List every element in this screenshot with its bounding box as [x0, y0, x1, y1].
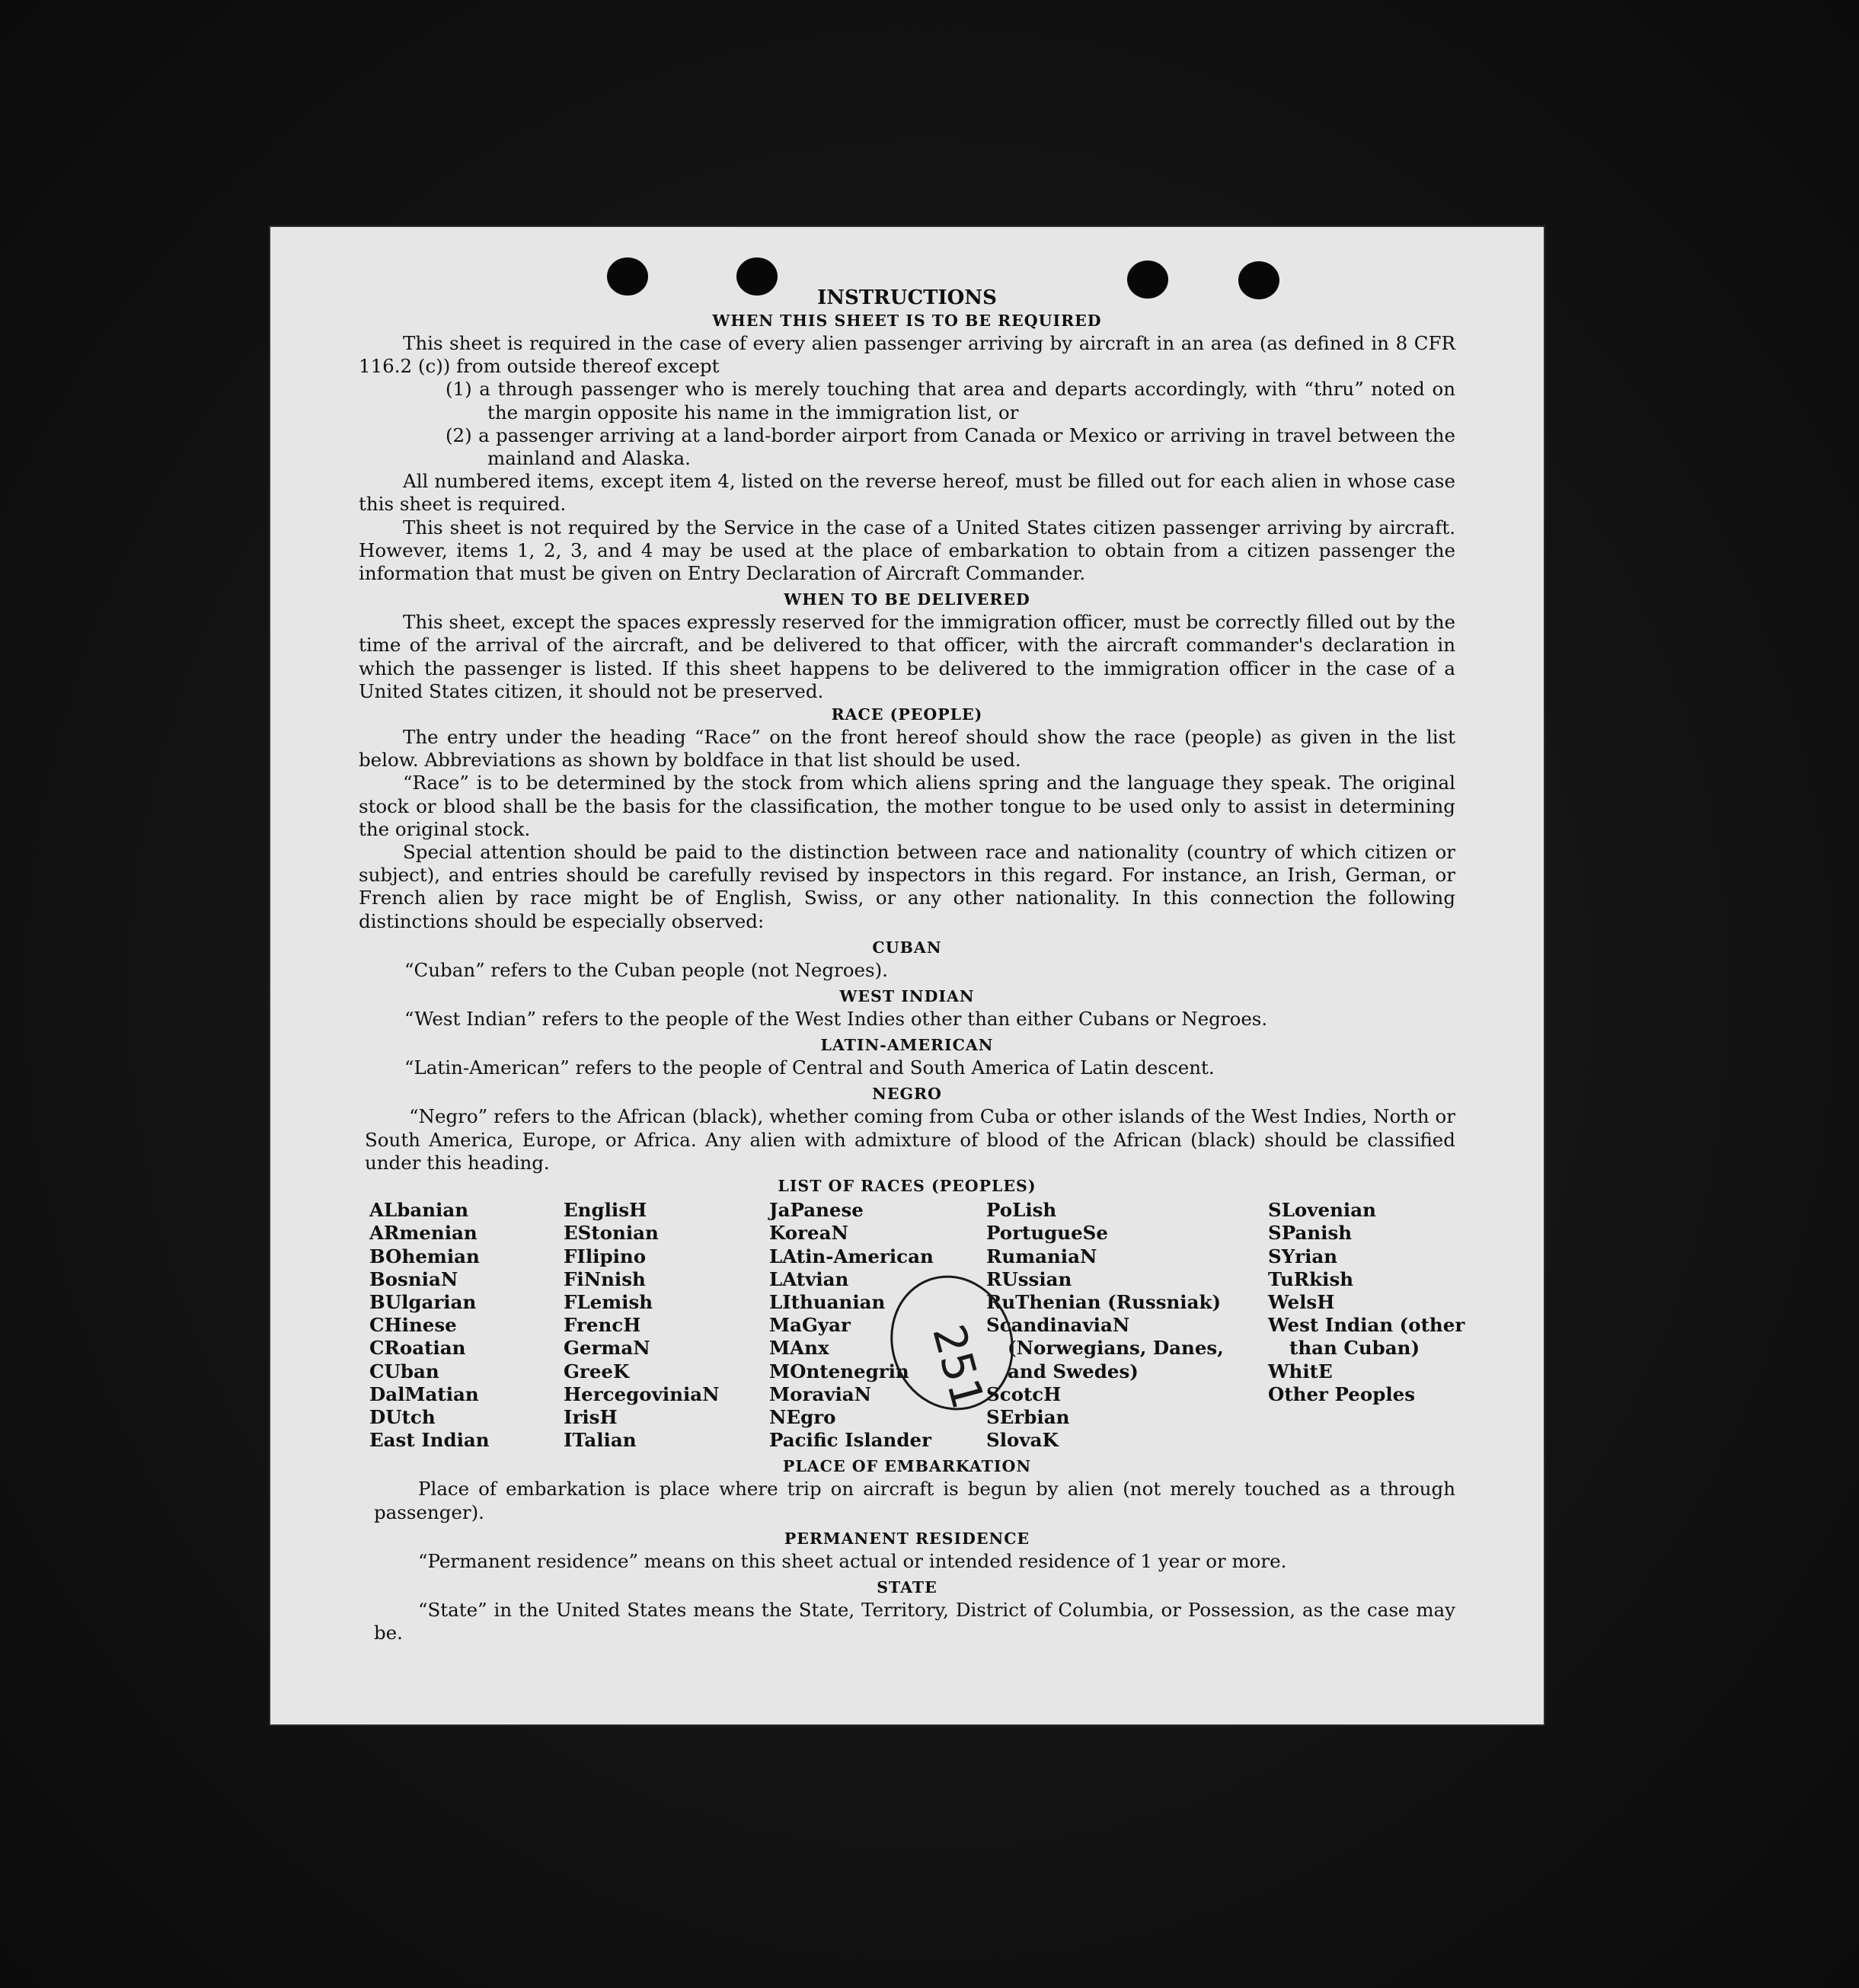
race-paragraph-3: Special attention should be paid to the distinction between race and nationality (country of which citizen or subject), and entries should be carefully revised by inspectors in this regard. For instance, an Irish, German, or French alien by race might be of English, Swiss, or any other nationality. In this connection the following distinctions should be especially observed: — [359, 841, 1455, 932]
race-entry: BOhemian — [369, 1245, 480, 1267]
section-heading-delivered: WHEN TO BE DELIVERED — [784, 590, 1030, 609]
race-entry: LIthuanian — [769, 1290, 886, 1313]
document-sheet — [270, 227, 1544, 1724]
race-entry: EnglisH — [564, 1199, 647, 1222]
section-heading-state: STATE — [877, 1577, 937, 1596]
section-heading-negro: NEGRO — [872, 1085, 942, 1104]
race-entry: East Indian — [369, 1429, 490, 1452]
race-entry: RuThenian (Russniak) — [986, 1290, 1222, 1313]
citizen-note: This sheet is not required by the Service in the case of a United States citizen passenger arriving by aircraft. However, items 1, 2, 3, and 4 may be used at the place of embarkation to obtain from a citizen passenger the information that must be given on Entry Declaration of Aircraft Commander. — [359, 516, 1455, 585]
negro-definition: “Negro” refers to the African (black), whether coming from Cuba or other islands of the West Indies, North or South America, Europe, or Africa. Any alien with admixture of blood of the African (black) should be classified under this heading. — [365, 1105, 1455, 1174]
race-entry: SErbian — [986, 1405, 1070, 1428]
latin-american-definition: “Latin-American” refers to the people of Central and South America of Latin descent. — [404, 1056, 1215, 1079]
race-entry: DUtch — [369, 1405, 436, 1428]
race-entry: ITalian — [564, 1429, 637, 1452]
delivered-text: This sheet, except the spaces expressly reserved for the immigration officer, must be correctly filled out by the time of the arrival of the aircraft, and be delivered to that officer, with the aircraft commander's declaration in which the passenger is listed. If this sheet happens to be delivered to the immigration officer in the case of a United States citizen, it should not be preserved. — [359, 611, 1455, 702]
race-entry: FiNnish — [564, 1267, 646, 1290]
race-entry: KoreaN — [769, 1222, 848, 1245]
race-entry: LAtvian — [769, 1267, 849, 1290]
race-entry: FrencH — [564, 1314, 641, 1337]
instructions-content — [359, 286, 1465, 1644]
state-block — [374, 1599, 1455, 1644]
west-indian-definition: “West Indian” refers to the people of the West Indies other than either Cubans or Negroes. — [404, 1008, 1268, 1031]
section-heading-latin-american: LATIN-AMERICAN — [820, 1036, 994, 1055]
race-entry: SLovenian — [1268, 1199, 1376, 1222]
race-entry: SlovaK — [986, 1429, 1059, 1452]
race-entry: ScandinaviaN (Norwegians, Danes, and Swedes) — [986, 1314, 1224, 1382]
race-paragraph-1: The entry under the heading “Race” on the front hereof should show the race (people) as given in the list below. Abbreviations as shown by boldface in that list should be used. — [359, 726, 1455, 772]
permanent-residence-definition: “Permanent residence” means on this sheet actual or intended residence of 1 year or more. — [418, 1549, 1287, 1572]
race-entry: MAnx — [769, 1337, 829, 1360]
section-heading-races-list: LIST OF RACES (PEOPLES) — [778, 1177, 1037, 1196]
permanent-residence-block — [374, 1550, 1455, 1573]
embarkation-block — [374, 1478, 1455, 1523]
section-heading-cuban: CUBAN — [872, 938, 942, 957]
state-definition: “State” in the United States means the State, Territory, District of Columbia, or Possession, as the case may be. — [374, 1598, 1455, 1644]
race-entry: TuRkish — [1268, 1267, 1354, 1290]
races-column-4 — [986, 1199, 1268, 1452]
race-entry: RUssian — [986, 1267, 1072, 1290]
race-entry: CRoatian — [369, 1337, 466, 1360]
race-entry: ScotcH — [986, 1382, 1062, 1405]
numbered-items-note: All numbered items, except item 4, listed on the reverse hereof, must be filled out for each alien in whose case this sheet is required. — [359, 470, 1455, 516]
race-paragraph-2: “Race” is to be determined by the stock from which aliens spring and the language they speak. The original stock or blood shall be the basis for the classification, the mother tongue to be used only to assist in determining the original stock. — [359, 772, 1455, 840]
section-heading-embarkation: PLACE OF EMBARKATION — [782, 1457, 1032, 1476]
required-intro: This sheet is required in the case of every alien passenger arriving by aircraft in an area (as defined in 8 CFR 116.2 (c)) from outside thereof except — [359, 332, 1455, 378]
cuban-definition: “Cuban” refers to the Cuban people (not Negroes). — [404, 958, 888, 981]
race-entry: SYrian — [1268, 1245, 1338, 1267]
race-entry: FLemish — [564, 1290, 653, 1313]
race-entry: EStonian — [564, 1222, 659, 1245]
race-entry: FIlipino — [564, 1245, 647, 1267]
section-heading-required: WHEN THIS SHEET IS TO BE REQUIRED — [712, 312, 1102, 330]
race-entry: Other Peoples — [1268, 1382, 1416, 1405]
race-entry: BosniaN — [369, 1267, 458, 1290]
race-entry: SPanish — [1268, 1222, 1353, 1245]
race-entry: MOntenegrin — [769, 1360, 909, 1382]
race-entry: West Indian (other than Cuban) — [1268, 1314, 1465, 1360]
races-column-1 — [369, 1199, 564, 1452]
race-entry: IrisH — [564, 1405, 618, 1428]
race-entry: ALbanian — [369, 1199, 469, 1222]
race-entry: WhitE — [1268, 1360, 1333, 1382]
race-entry: BUlgarian — [369, 1290, 477, 1313]
embarkation-definition: Place of embarkation is place where trip on aircraft is begun by alien (not merely touched as a through passenger). — [374, 1478, 1455, 1523]
exception-item-2: (2) a passenger arriving at a land-border airport from Canada or Mexico or arriving in travel between the mainland and Alaska. — [446, 423, 1455, 470]
race-entry: GreeK — [564, 1360, 630, 1382]
section-heading-race: RACE (PEOPLE) — [831, 705, 983, 724]
race-entry: NEgro — [769, 1405, 836, 1428]
race-entry: GermaN — [564, 1337, 650, 1360]
race-entry: PoLish — [986, 1199, 1057, 1222]
race-entry: LAtin-American — [769, 1245, 934, 1267]
section-heading-west-indian: WEST INDIAN — [839, 987, 975, 1006]
race-entry: MaGyar — [769, 1314, 851, 1337]
race-entry: CHinese — [369, 1314, 457, 1337]
races-column-2 — [564, 1199, 769, 1452]
race-entry: Pacific Islander — [769, 1429, 931, 1452]
races-column-5 — [1268, 1199, 1466, 1452]
race-entry: JaPanese — [769, 1199, 864, 1222]
race-entry: MoraviaN — [769, 1382, 872, 1405]
race-entry: ARmenian — [369, 1222, 478, 1245]
exception-item-1: (1) a through passenger who is merely touching that area and departs accordingly, with “thru” noted on the margin opposite his name in the immigration list, or — [446, 378, 1455, 423]
section-heading-permanent-residence: PERMANENT RESIDENCE — [784, 1529, 1030, 1548]
race-entry: CUban — [369, 1360, 439, 1382]
handwritten-number-mark — [880, 1270, 1024, 1415]
race-entry: RumaniaN — [986, 1245, 1097, 1267]
page-title: INSTRUCTIONS — [817, 286, 997, 309]
handwritten-number-text: 251 — [922, 1318, 995, 1414]
race-entry: HercegoviniaN — [564, 1382, 720, 1405]
race-entry: WelsH — [1268, 1290, 1335, 1313]
race-entry: DalMatian — [369, 1382, 479, 1405]
race-entry: PortugueSe — [986, 1222, 1108, 1245]
